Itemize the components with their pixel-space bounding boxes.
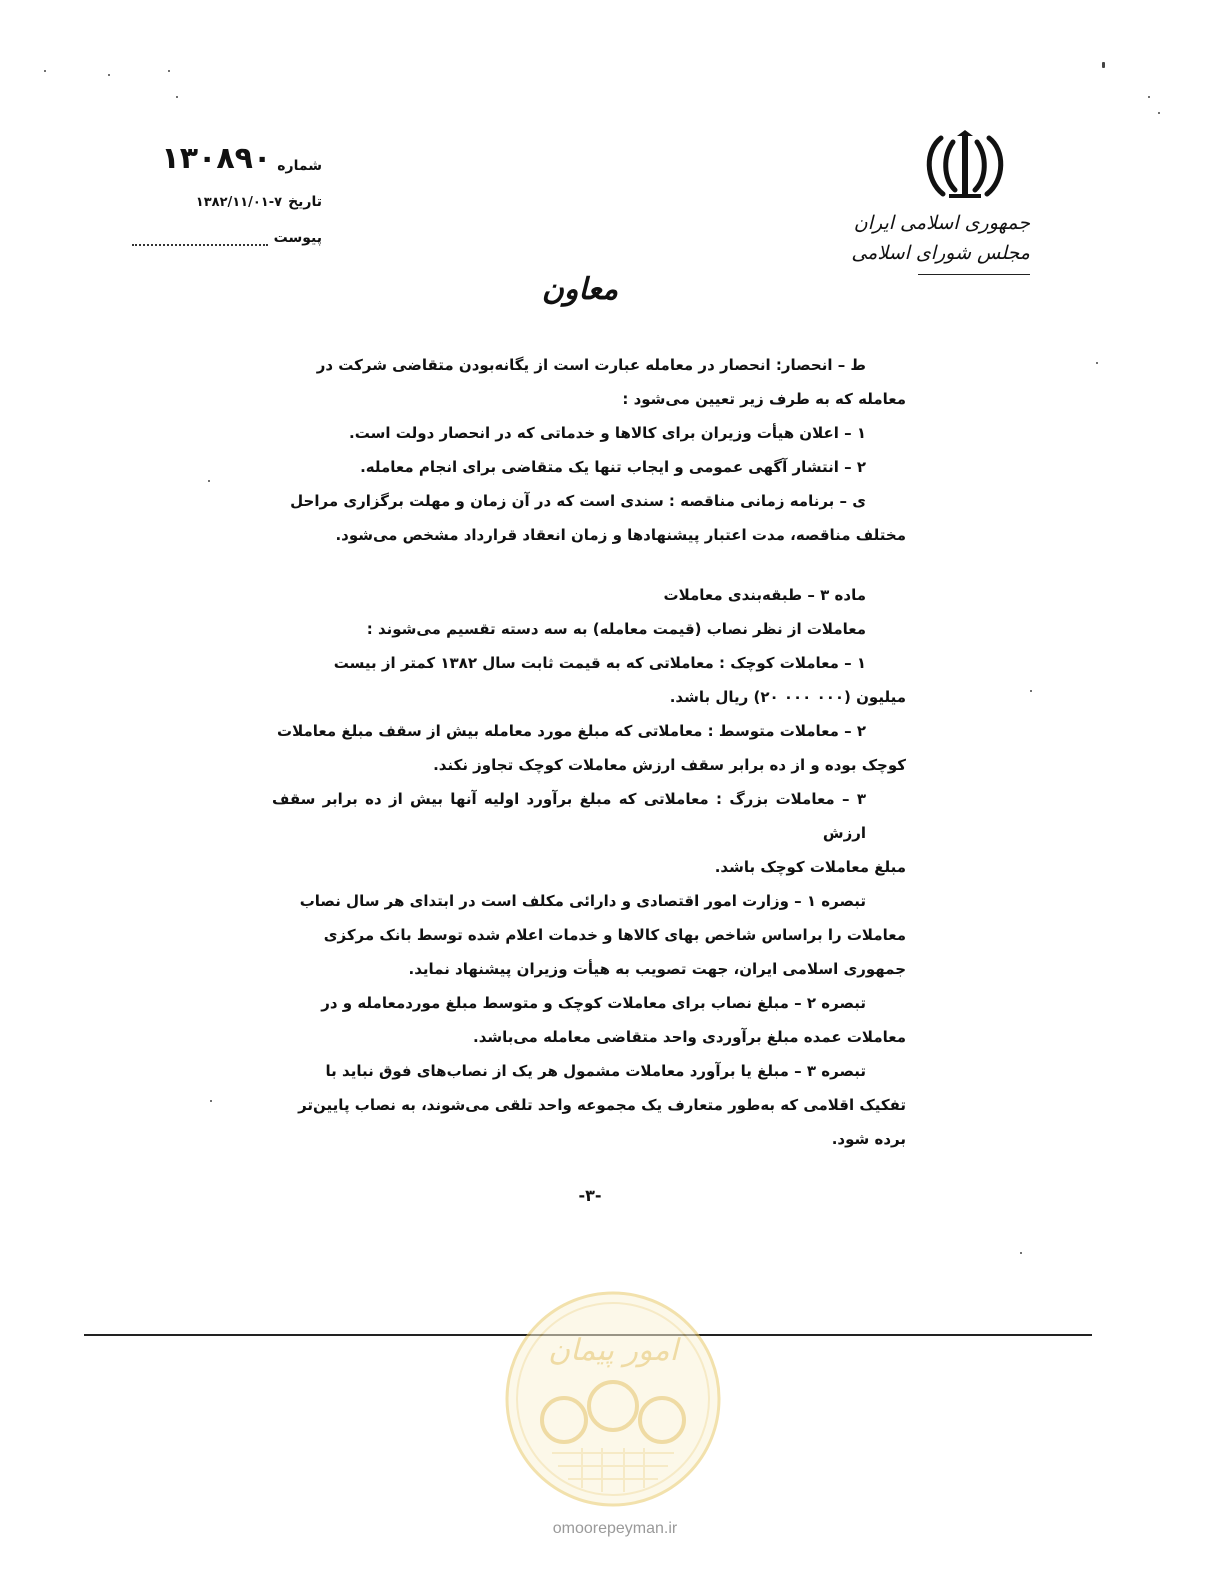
list-item: ۳ – معاملات بزرگ : معاملاتی که مبلغ برآورد اولیه آنها بیش از ده برابر سقف ارزش xyxy=(272,790,866,842)
scan-speck xyxy=(1096,362,1098,364)
section-title: ماده ۳ – طبقه‌بندی معاملات xyxy=(663,586,866,604)
note-line: تبصره ۲ – مبلغ نصاب برای معاملات کوچک و متوسط مبلغ موردمعامله و در xyxy=(321,994,866,1012)
scan-speck xyxy=(44,70,46,72)
date-label: تاریخ xyxy=(288,194,322,210)
iran-emblem-icon xyxy=(919,128,1011,202)
watermark-site-text: omoorepeyman.ir xyxy=(552,1520,678,1537)
letter-meta-block xyxy=(132,138,322,246)
scan-speck xyxy=(1148,96,1150,98)
scan-speck xyxy=(208,480,210,482)
number-label: شماره xyxy=(277,158,322,174)
letterhead-emblem-block xyxy=(851,128,1030,275)
paragraph-line: مبلغ معاملات کوچک باشد. xyxy=(714,858,906,876)
note-line: معاملات را براساس شاخص بهای کالاها و خدمات اعلام شده توسط بانک مرکزی xyxy=(323,926,906,944)
paragraph-line: ط – انحصار: انحصار در معامله عبارت است از یگانه‌بودن متقاضی شرکت در xyxy=(316,356,866,374)
scan-speck xyxy=(210,1100,212,1102)
note-line: تفکیک اقلامی که به‌طور متعارف یک مجموعه واحد تلقی می‌شوند، به نصاب پایین‌تر xyxy=(298,1096,906,1114)
list-item: ۱ – معاملات کوچک : معاملاتی که به قیمت ثابت سال ۱۳۸۲ کمتر از بیست xyxy=(333,654,866,672)
scan-speck xyxy=(1030,690,1032,692)
attachment-label: پیوست xyxy=(273,230,322,246)
scan-speck xyxy=(1158,112,1160,114)
paragraph-line: کوچک بوده و از ده برابر سقف ارزش معاملات کوچک تجاوز نکند. xyxy=(433,756,906,774)
letter-date-value: ۱۳۸۲/۱۱/۰۱-۷ xyxy=(195,195,283,210)
document-heading: معاون xyxy=(541,272,619,307)
letter-attachment-row xyxy=(132,210,322,246)
letter-number-row xyxy=(132,138,322,174)
scan-speck xyxy=(168,70,170,72)
note-line: معاملات عمده مبلغ برآوردی واحد متقاضی معامله می‌باشد. xyxy=(473,1028,906,1046)
note-line: تبصره ۱ – وزارت امور اقتصادی و دارائی مکلف است در ابتدای هر سال نصاب xyxy=(299,892,866,910)
list-item: ۲ – انتشار آگهی عمومی و ایجاب تنها یک متقاضی برای انجام معامله. xyxy=(360,458,866,476)
omoorepeyman-logo-icon xyxy=(502,1288,724,1510)
note-line: تبصره ۳ – مبلغ یا برآورد معاملات مشمول هر یک از نصاب‌های فوق نباید با xyxy=(325,1062,866,1080)
letterhead-line-2: مجلس شورای اسلامی xyxy=(851,242,1030,264)
letterhead-line-1: جمهوری اسلامی ایران xyxy=(853,212,1030,234)
page-number: -۳- xyxy=(578,1186,602,1205)
list-item: ۲ – معاملات متوسط : معاملاتی که مبلغ مورد معامله بیش از سقف مبلغ معاملات xyxy=(277,722,866,740)
note-line: جمهوری اسلامی ایران، جهت تصویب به هیأت وزیران پیشنهاد نماید. xyxy=(408,960,906,978)
paragraph-line: مختلف مناقصه، مدت اعتبار پیشنهادها و زمان انعقاد قرارداد مشخص می‌شود. xyxy=(335,526,906,544)
paragraph-line: معاملات از نظر نصاب (قیمت معامله) به سه دسته تقسیم می‌شوند : xyxy=(366,620,866,638)
paragraph-line: ی – برنامه زمانی مناقصه : سندی است که در آن زمان و مهلت برگزاری مراحل xyxy=(290,492,866,510)
note-line: برده شود. xyxy=(831,1130,906,1148)
scan-speck xyxy=(176,96,178,98)
attachment-dotted-line xyxy=(132,234,268,246)
letterhead-rule xyxy=(918,274,1030,275)
scan-speck xyxy=(1102,62,1105,68)
document-body xyxy=(272,348,906,1156)
letter-date-row xyxy=(132,174,322,210)
paragraph-line: معامله که به طرف زیر تعیین می‌شود : xyxy=(622,390,906,408)
paragraph-line: میلیون (۰۰۰ ۰۰۰ ۲۰) ریال باشد. xyxy=(669,688,906,706)
scan-speck xyxy=(1020,1252,1022,1254)
list-item: ۱ – اعلان هیأت وزیران برای کالاها و خدماتی که در انحصار دولت است. xyxy=(349,424,866,442)
svg-text:امور پیمان: امور پیمان xyxy=(548,1333,678,1368)
scan-speck xyxy=(108,74,110,76)
letter-number-value: ۱۳۰۸۹۰ xyxy=(161,141,272,176)
